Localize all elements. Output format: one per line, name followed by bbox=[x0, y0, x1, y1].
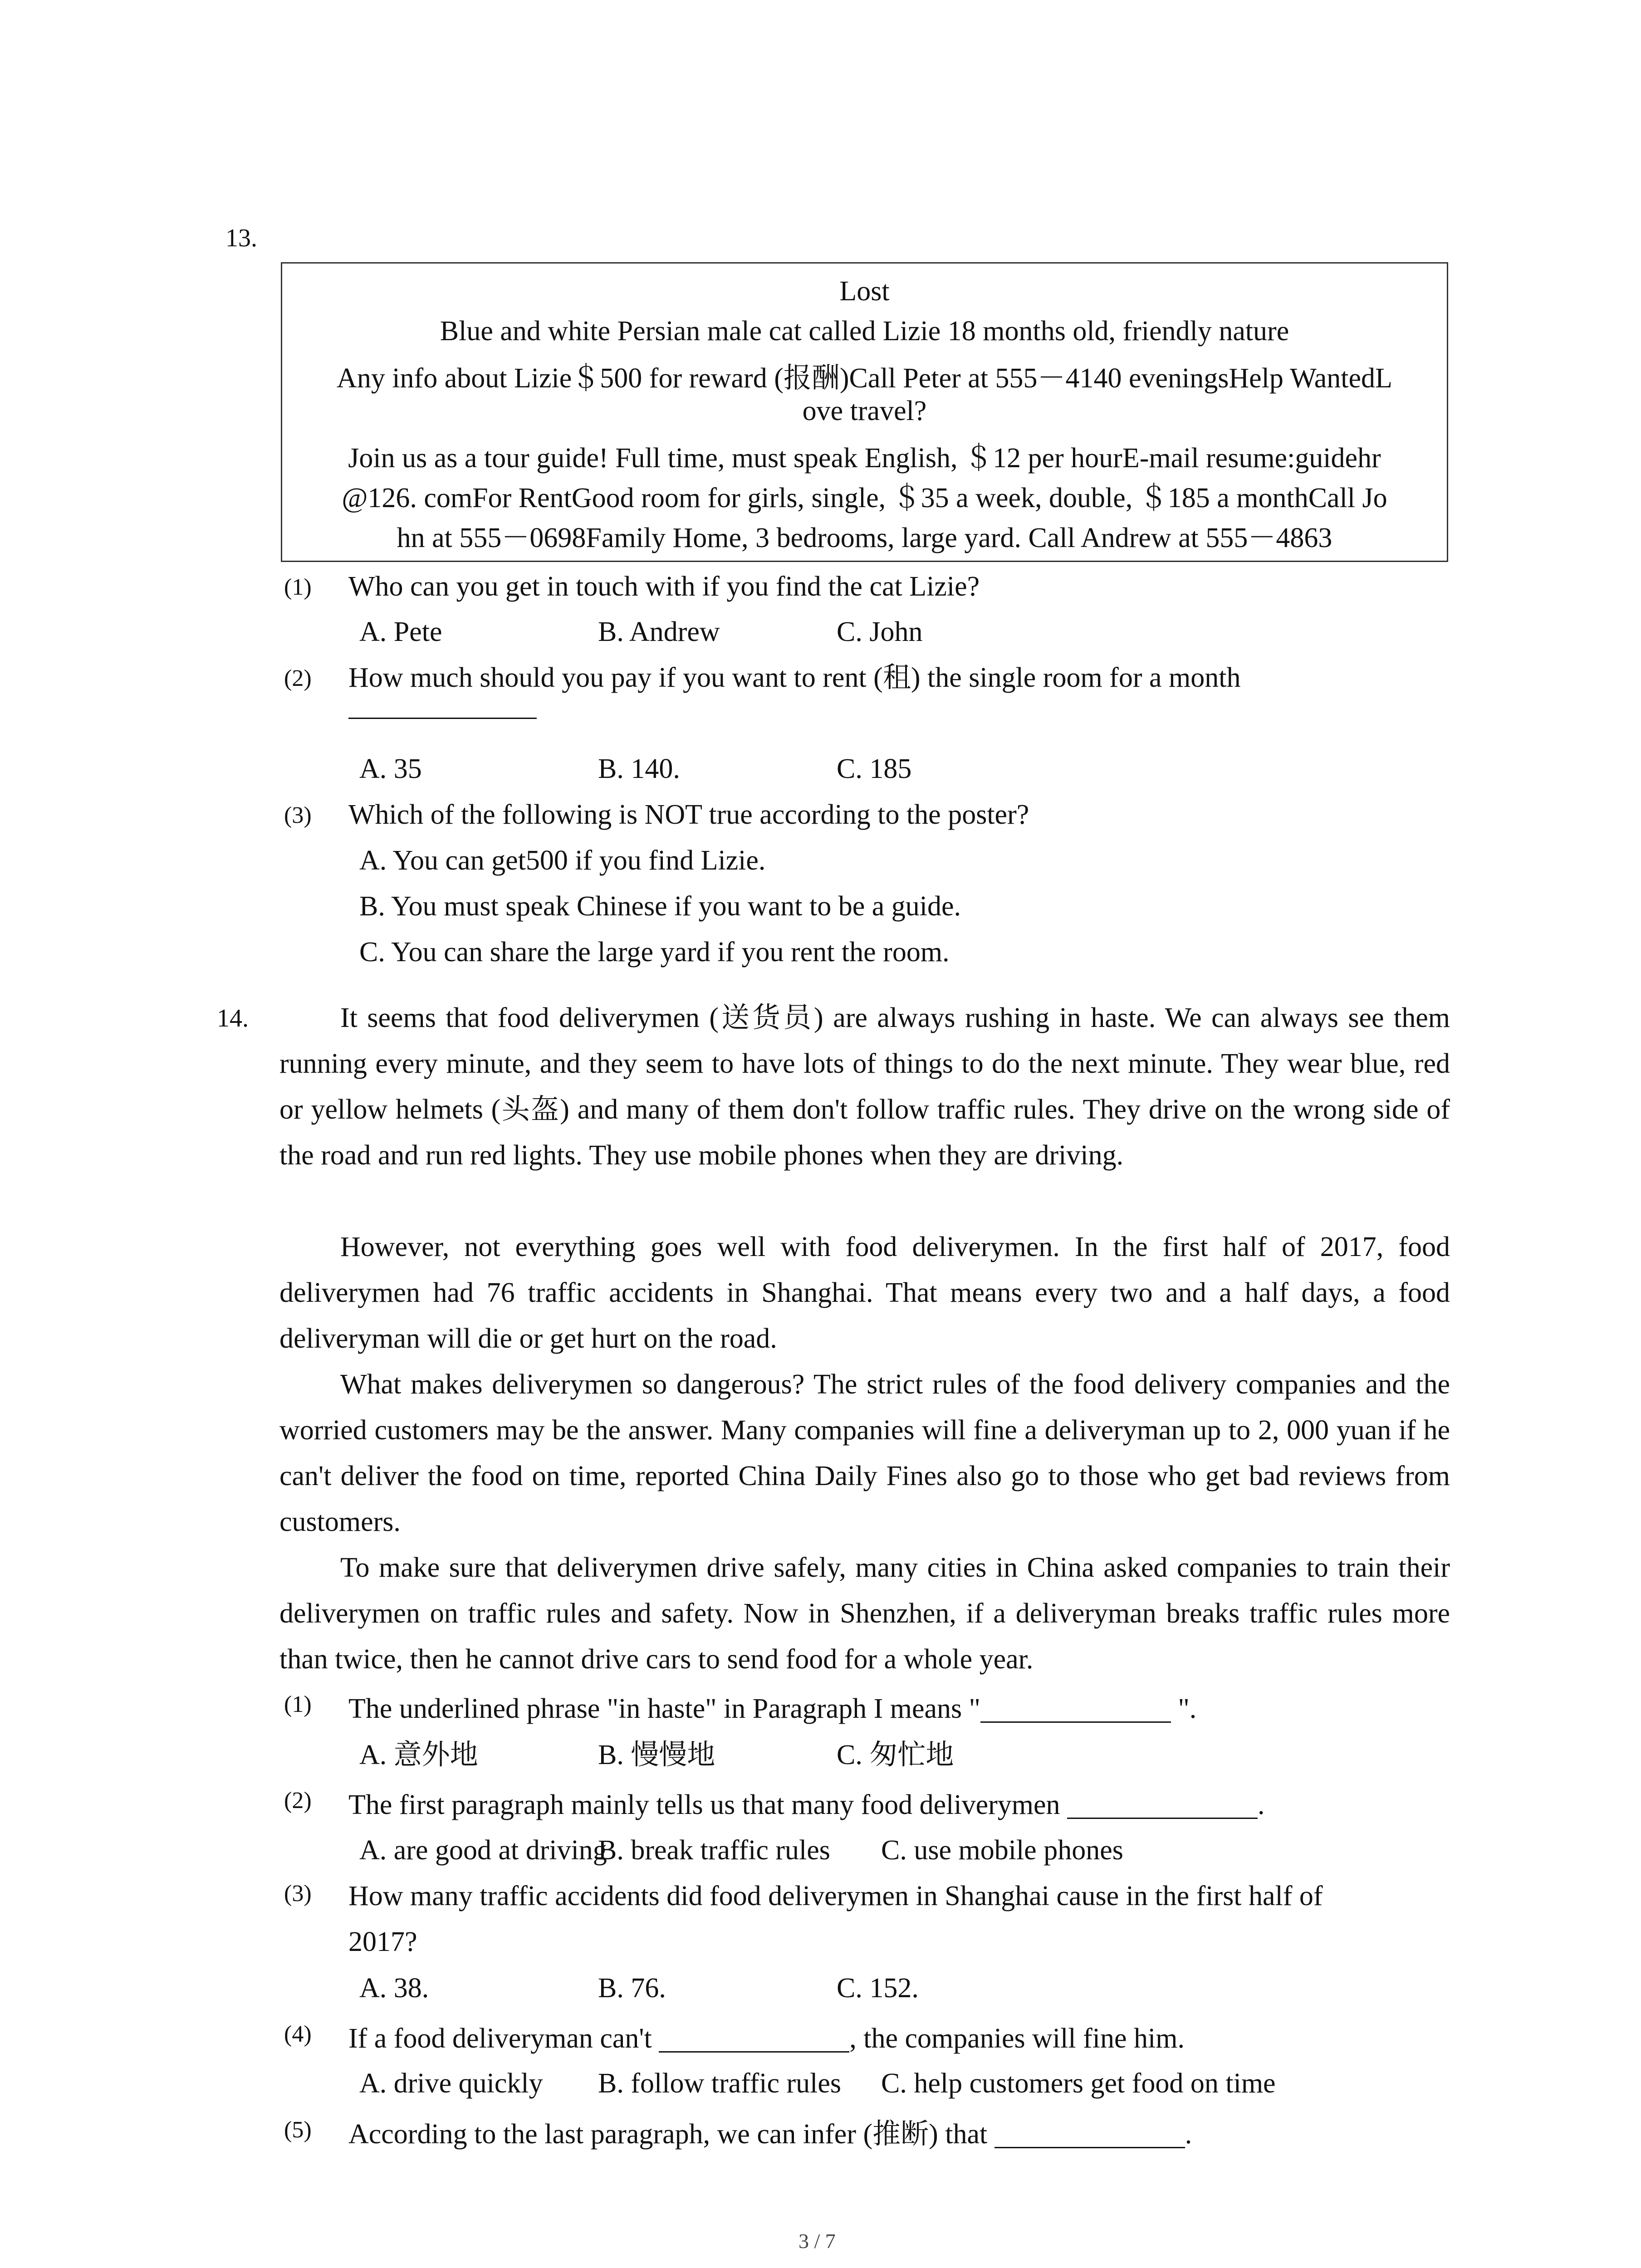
notice-line-4: ove travel? bbox=[802, 396, 927, 426]
q14-sub2-option-a[interactable]: A. are good at driving bbox=[359, 1835, 607, 1866]
q14-sub5-text-after: . bbox=[1185, 2119, 1192, 2150]
q13-sub3-option-a[interactable]: A. You can get500 if you find Lizie. bbox=[359, 845, 766, 876]
q13-sub1-text: Who can you get in touch with if you find the cat Lizie? bbox=[348, 571, 980, 602]
q13-sub2-number: (2) bbox=[284, 665, 312, 691]
q14-sub5-text-before: According to the last paragraph, we can infer (推断) that bbox=[348, 2119, 994, 2150]
q13-sub3-text: Which of the following is NOT true according to the poster? bbox=[348, 799, 1029, 830]
q14-sub1-option-c[interactable]: C. 匆忙地 bbox=[837, 1740, 954, 1770]
q14-sub1-option-b[interactable]: B. 慢慢地 bbox=[598, 1740, 715, 1770]
q14-sub3-number: (3) bbox=[284, 1881, 312, 1906]
q14-sub2-text bbox=[348, 1790, 1265, 1819]
q14-sub4-text-after: , the companies will fine him. bbox=[849, 2023, 1185, 2054]
notice-line-2: Blue and white Persian male cat called Lizie 18 months old, friendly nature bbox=[440, 316, 1289, 347]
notice-line-6: @126. comFor RentGood room for girls, single, ＄35 a week, double, ＄185 a monthCall Jo bbox=[342, 483, 1387, 513]
q13-sub2-text: How much should you pay if you want to rent (租) the single room for a month bbox=[348, 662, 1241, 693]
q14-sub2-number: (2) bbox=[284, 1788, 312, 1813]
q14-sub2-option-b[interactable]: B. break traffic rules bbox=[598, 1835, 830, 1866]
passage-paragraph-1: It seems that food deliverymen (送货员) are always rushing in haste. We can always see them running every minute, and they seem to have lots of things to do the next minute. They wear blue, red or yellow helmets (头盔) and many of them don't follow traffic rules. They drive on the wrong side of the road and run red lights. They use mobile phones when they are driving. bbox=[279, 1002, 1450, 1171]
q13-sub1-option-a[interactable]: A. Pete bbox=[359, 616, 442, 647]
q13-sub2-option-c[interactable]: C. 185 bbox=[837, 753, 912, 784]
passage-paragraph-3: What makes deliverymen so dangerous? The strict rules of the food delivery companies and the worried customers may be the answer. Many companies will fine a deliveryman up to 2, 000 yuan if he can't deliver the food on time, reported China Daily Fines also go to those who get bad reviews from customers. bbox=[279, 1369, 1450, 1537]
q14-sub2-text-before: The first paragraph mainly tells us that many food deliverymen bbox=[348, 1789, 1067, 1820]
q14-sub5-text bbox=[348, 2120, 1192, 2148]
q14-sub1-answer-blank[interactable] bbox=[980, 1694, 1171, 1723]
q14-sub3-text-line2: 2017? bbox=[348, 1926, 417, 1957]
q14-sub1-number: (1) bbox=[284, 1691, 312, 1717]
q13-sub3-number: (3) bbox=[284, 802, 312, 828]
q14-sub1-text-after: ". bbox=[1171, 1693, 1197, 1724]
notice-line-7: hn at 555－0698Family Home, 3 bedrooms, large yard. Call Andrew at 555－4863 bbox=[397, 523, 1332, 553]
q14-sub2-option-c[interactable]: C. use mobile phones bbox=[881, 1835, 1123, 1866]
q13-sub3-option-c[interactable]: C. You can share the large yard if you rent the room. bbox=[359, 937, 950, 968]
q14-sub2-text-after: . bbox=[1258, 1789, 1265, 1820]
q13-sub1-option-b[interactable]: B. Andrew bbox=[598, 616, 720, 647]
question-13-number: 13. bbox=[225, 224, 257, 252]
q14-sub4-number: (4) bbox=[284, 2021, 312, 2047]
q13-sub1-option-c[interactable]: C. John bbox=[837, 616, 923, 647]
q14-sub3-option-a[interactable]: A. 38. bbox=[359, 1973, 429, 2004]
passage-paragraph-2: However, not everything goes well with food deliverymen. In the first half of 2017, food deliverymen had 76 traffic accidents in Shanghai. That means every two and a half days, a food deliveryman will die or get hurt on the road. bbox=[279, 1232, 1450, 1354]
question-14-number: 14. bbox=[217, 1004, 249, 1032]
q14-sub1-text-before: The underlined phrase "in haste" in Paragraph I means " bbox=[348, 1693, 980, 1724]
q13-sub2-option-a[interactable]: A. 35 bbox=[359, 753, 422, 784]
q14-sub1-option-a[interactable]: A. 意外地 bbox=[359, 1740, 478, 1770]
q13-sub1-number: (1) bbox=[284, 574, 312, 600]
q14-sub3-option-c[interactable]: C. 152. bbox=[837, 1973, 919, 2004]
q14-sub5-number: (5) bbox=[284, 2117, 312, 2143]
notice-poster-box bbox=[281, 262, 1448, 562]
q14-sub1-text bbox=[348, 1694, 1196, 1723]
q14-sub3-text-line1: How many traffic accidents did food deliverymen in Shanghai cause in the first half of bbox=[348, 1881, 1323, 1911]
q14-sub4-option-b[interactable]: B. follow traffic rules bbox=[598, 2068, 842, 2099]
notice-line-3: Any info about Lizie＄500 for reward (报酬)Call Peter at 555－4140 eveningsHelp WantedL bbox=[337, 363, 1392, 394]
q14-sub4-answer-blank[interactable] bbox=[659, 2024, 849, 2053]
notice-line-5: Join us as a tour guide! Full time, must speak English, ＄12 per hourE-mail resume:guidehr bbox=[348, 443, 1381, 474]
notice-line-1: Lost bbox=[839, 276, 890, 307]
page-number-indicator: 3 / 7 bbox=[798, 2229, 836, 2253]
q13-sub2-option-b[interactable]: B. 140. bbox=[598, 753, 680, 784]
q13-sub3-option-b[interactable]: B. You must speak Chinese if you want to be a guide. bbox=[359, 891, 961, 922]
q14-sub4-text bbox=[348, 2024, 1185, 2053]
passage-paragraph-4: To make sure that deliverymen drive safely, many cities in China asked companies to train their deliverymen on traffic rules and safety. Now in Shenzhen, if a deliveryman breaks traffic rules more than twice, then he cannot drive cars to send food for a whole year. bbox=[279, 1552, 1450, 1675]
q13-sub2-answer-blank[interactable] bbox=[348, 718, 537, 719]
q14-sub2-answer-blank[interactable] bbox=[1067, 1790, 1258, 1819]
q14-sub4-option-c[interactable]: C. help customers get food on time bbox=[881, 2068, 1276, 2099]
q14-sub4-text-before: If a food deliveryman can't bbox=[348, 2023, 659, 2054]
q14-sub4-option-a[interactable]: A. drive quickly bbox=[359, 2068, 543, 2099]
q14-sub3-option-b[interactable]: B. 76. bbox=[598, 1973, 666, 2004]
q14-sub5-answer-blank[interactable] bbox=[994, 2120, 1185, 2148]
